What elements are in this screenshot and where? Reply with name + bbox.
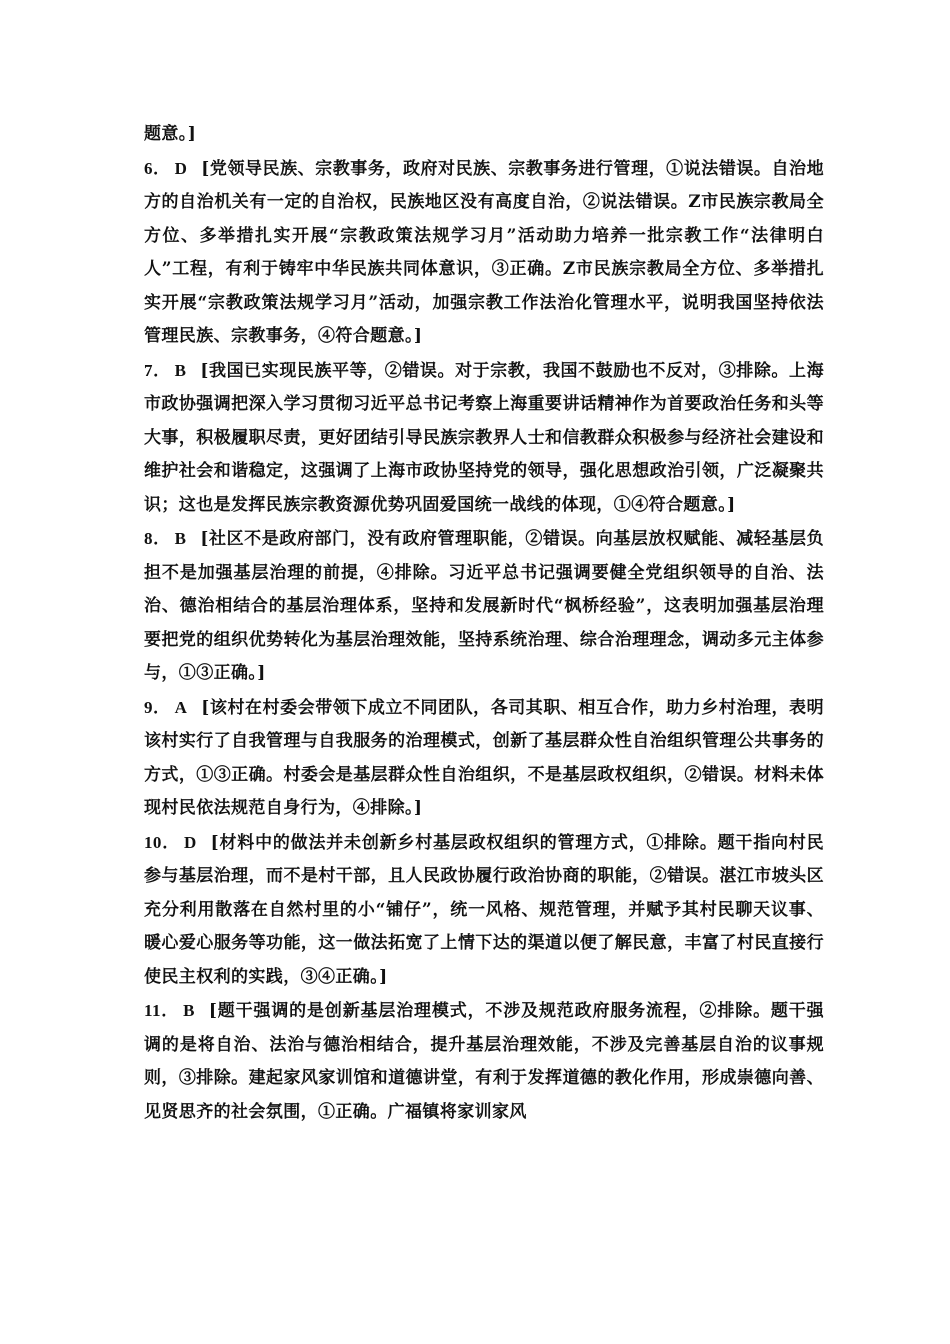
continuation-text: 题意。] <box>144 124 197 144</box>
explanation-text: [党领导民族、宗教事务，政府对民族、宗教事务进行管理，①说法错误。自治地方的自治机关有一定的自治权，民族地区没有高度自治，②说法错误。Z市民族宗教局全方位、多举措扎实开展“宗教政策法规学习月”活动助力培养一批宗教工作“法律明白人”工程，有利于铸牢中华民族共同体意识，③正确。Z市民族宗教局全方位、多举措扎实开展“宗教政策法规学习月”活动，加强宗教工作法治化管理水平，说明我国坚持依法管理民族、宗教事务，④符合题意。] <box>144 158 824 346</box>
question-number: 7． <box>144 360 171 380</box>
explanation-text: [题干强调的是创新基层治理模式，不涉及规范政府服务流程，②排除。题干强调的是将自治、法治与德治相结合，提升基层治理效能，不涉及完善基层自治的议事规则，③排除。建起家风家训馆和道德讲堂，有利于发挥道德的教化作用，形成崇德向善、见贤思齐的社会氛围，①正确。广福镇将家训家风 <box>144 1001 824 1122</box>
answer-item-9 <box>144 691 824 826</box>
question-number: 6． <box>144 158 171 178</box>
answer-item-6 <box>144 152 824 354</box>
answer-letter: D <box>174 158 188 178</box>
question-number: 11． <box>144 1001 180 1020</box>
explanation-text: [我国已实现民族平等，②错误。对于宗教，我国不鼓励也不反对，③排除。上海市政协强调把深入学习贯彻习近平总书记考察上海重要讲话精神作为首要政治任务和头等大事，积极履职尽责，更好团结引导民族宗教界人士和信教群众积极参与经济社会建设和维护社会和谐稳定，这强调了上海市政协坚持党的领导，强化思想政治引领，广泛凝聚共识；这也是发挥民族宗教资源优势巩固爱国统一战线的体现，①④符合题意。] <box>144 360 824 515</box>
answer-letter: B <box>174 360 187 380</box>
answer-item-11 <box>144 994 824 1129</box>
question-number: 8． <box>144 529 171 548</box>
answer-letter: B <box>174 529 187 548</box>
answer-item-7 <box>144 354 824 523</box>
explanation-text: [材料中的做法并未创新乡村基层政权组织的管理方式，①排除。题干指向村民参与基层治理，而不是村干部，且人民政协履行政治协商的职能，②错误。湛江市坡头区充分利用散落在自然村里的小“铺仔”，统一风格、规范管理，并赋予其村民聊天议事、暖心爱心服务等功能，这一做法拓宽了上情下达的渠道以便了解民意，丰富了村民直接行使民主权利的实践，③④正确。] <box>144 832 824 987</box>
question-number: 10． <box>144 832 180 852</box>
answer-letter: B <box>183 1001 195 1020</box>
answer-item-8 <box>144 522 824 691</box>
answer-item-10 <box>144 826 824 995</box>
answer-letter: A <box>174 697 188 717</box>
explanation-text: [该村在村委会带领下成立不同团队，各司其职、相互合作，助力乡村治理，表明该村实行了自我管理与自我服务的治理模式，创新了基层群众性自治组织管理公共事务的方式，①③正确。村委会是基层群众性自治组织，不是基层政权组织，②错误。材料未体现村民依法规范自身行为，④排除。] <box>144 697 824 818</box>
answer-letter: D <box>183 832 197 852</box>
explanation-text: [社区不是政府部门，没有政府管理职能，②错误。向基层放权赋能、减轻基层负担不是加强基层治理的前提，④排除。习近平总书记强调要健全党组织领导的自治、法治、德治相结合的基层治理体系，坚持和发展新时代“枫桥经验”，这表明加强基层治理要把党的组织优势转化为基层治理效能，坚持系统治理、综合治理理念，调动多元主体参与，①③正确。] <box>144 529 824 683</box>
answer-explanations <box>144 118 824 1129</box>
question-number: 9． <box>144 697 171 717</box>
